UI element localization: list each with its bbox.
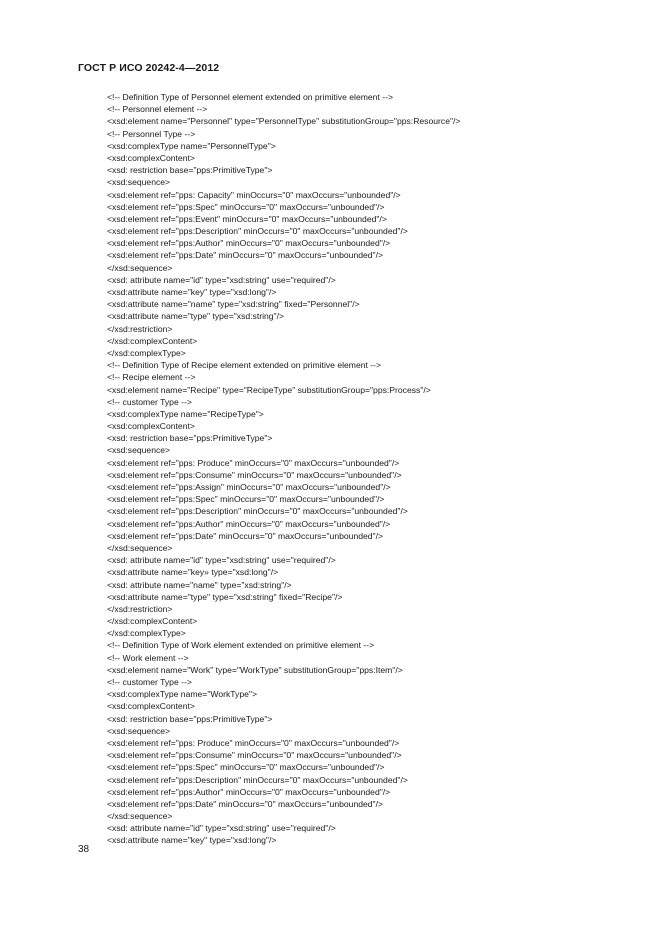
code-line: <xsd:complexContent> <box>107 701 195 712</box>
code-line: <xsd:element ref="pps:Description" minOccurs="0" maxOccurs="unbounded"/> <box>107 226 408 237</box>
code-line: <xsd: attribute name="id" type="xsd:string" use="required"/> <box>107 274 336 285</box>
code-line: </xsd:sequence> <box>107 262 173 273</box>
code-line: <xsd:element ref="pps:Assign" minOccurs="0" maxOccurs="unbounded"/> <box>107 482 391 492</box>
code-line: <xsd:element ref="pps:Consume" minOccurs="0" maxOccurs="unbounded"/> <box>107 750 402 761</box>
document-standard-title: ГОСТ Р ИСО 20242-4—2012 <box>78 62 220 74</box>
code-line: <xsd:element ref="pps:Description" minOccurs="0" maxOccurs="unbounded"/> <box>107 506 408 517</box>
code-line: <xsd:complexType name="WorkType"> <box>107 689 257 700</box>
code-line: <xsd:attribute name="key" type="xsd:long"/> <box>107 287 277 297</box>
code-line: <!-- Definition Type of Personnel element extended on primitive element --> <box>107 92 393 102</box>
code-line: <xsd:sequence> <box>107 177 171 188</box>
code-line: <!-- Personnel Type --> <box>107 128 196 139</box>
code-line: <xsd:element ref="pps: Capacity" minOccurs="0" maxOccurs="unbounded"/> <box>107 189 401 200</box>
code-line: <xsd:complexType name="PersonnelType"> <box>107 140 276 151</box>
code-line: <xsd:element name="Personnel" type="PersonnelType" substitutionGroup="pps:Resource"/> <box>107 116 461 127</box>
code-line: <xsd:element ref="pps:Spec" minOccurs="0" maxOccurs="unbounded"/> <box>107 201 385 212</box>
code-line: <xsd:element ref="pps:Event" minOccurs="0" maxOccurs="unbounded"/> <box>107 213 387 224</box>
code-line: <xsd:element ref="pps:Date" minOccurs="0" maxOccurs="unbounded"/> <box>107 250 384 261</box>
code-line: <xsd:element ref="pps:Author" minOccurs="0" maxOccurs="unbounded"/> <box>107 518 391 529</box>
code-line: </xsd:complexContent> <box>107 335 198 346</box>
code-line: <!-- Definition Type of Work element extended on primitive element --> <box>107 640 375 651</box>
code-line: <!-- Work element --> <box>107 652 189 663</box>
code-line: <xsd:element name="Work" type="WorkType" substitutionGroup="pps:Item"/> <box>107 664 403 675</box>
code-line: </xsd:complexType> <box>107 347 186 358</box>
code-line: <!-- Definition Type of Recipe element extended on primitive element --> <box>107 360 382 371</box>
page-number: 38 <box>78 844 90 855</box>
code-line: <xsd: attribute name="name" type="xsd:string"/> <box>107 579 292 590</box>
code-line: <xsd: attribute name="id" type="xsd:string" use="required"/> <box>107 823 336 834</box>
code-line: <!-- Personnel element --> <box>107 104 208 115</box>
code-line: </xsd:sequence> <box>107 542 173 553</box>
code-line: <xsd:element ref="pps:Spec" minOccurs="0" maxOccurs="unbounded"/> <box>107 494 385 505</box>
code-line: <xsd:attribute name="type" type="xsd:string"/> <box>107 311 285 322</box>
code-line: </xsd:complexContent> <box>107 616 198 627</box>
code-line: <xsd:attribute name="name" type="xsd:string" fixed="Personnel"/> <box>107 299 360 310</box>
code-line: <xsd:attribute name="type" type="xsd:string" fixed="Recipe"/> <box>107 591 343 602</box>
code-line: <xsd:element ref="pps:Date" minOccurs="0" maxOccurs="unbounded"/> <box>107 530 384 541</box>
code-line: <xsd:element name="Recipe" type="RecipeType" substitutionGroup="pps:Process"/> <box>107 384 431 395</box>
code-line: <!-- Recipe element --> <box>107 372 196 383</box>
code-line: <!-- customer Type --> <box>107 677 192 687</box>
code-line: </xsd:restriction> <box>107 603 173 614</box>
code-line: <xsd:element ref="pps:Author" minOccurs="0" maxOccurs="unbounded"/> <box>107 238 391 249</box>
code-line: <xsd:element ref="pps:Consume" minOccurs="0" maxOccurs="unbounded"/> <box>107 469 402 480</box>
code-line: <xsd:sequence> <box>107 725 171 736</box>
code-line: <xsd:sequence> <box>107 445 171 456</box>
code-line: <xsd: restriction base="pps:PrimitiveType"> <box>107 713 273 724</box>
code-line: </xsd:complexType> <box>107 628 186 639</box>
xml-schema-code-listing <box>107 91 607 847</box>
code-line: <xsd:element ref="pps:Author" minOccurs="0" maxOccurs="unbounded"/> <box>107 786 391 797</box>
code-line: <xsd: restriction base="pps:PrimitiveType"> <box>107 165 273 176</box>
code-line: <xsd:element ref="pps: Produce" minOccurs="0" maxOccurs="unbounded"/> <box>107 457 400 468</box>
code-line: </xsd:sequence> <box>107 811 173 822</box>
code-line: <xsd:element ref="pps: Produce" minOccurs="0" maxOccurs="unbounded"/> <box>107 737 400 748</box>
code-line: </xsd:restriction> <box>107 323 173 334</box>
code-line: <xsd:complexContent> <box>107 421 195 432</box>
code-line: <xsd:element ref="pps:Description" minOccurs="0" maxOccurs="unbounded"/> <box>107 774 408 785</box>
code-line: <xsd:complexContent> <box>107 152 195 163</box>
code-line: <xsd:complexType name="RecipeType"> <box>107 408 264 419</box>
code-line: <xsd:element ref="pps:Date" minOccurs="0" maxOccurs="unbounded"/> <box>107 798 384 809</box>
code-line: <xsd: attribute name="id" type="xsd:string" use="required"/> <box>107 555 336 566</box>
code-line: <xsd:attribute name="key" type="xsd:long"/> <box>107 835 277 846</box>
code-line: <!-- customer Type --> <box>107 396 192 407</box>
code-line: <xsd:attribute name="key» type="xsd:long"/> <box>107 567 279 578</box>
code-line: <xsd:element ref="pps:Spec" minOccurs="0" maxOccurs="unbounded"/> <box>107 762 385 773</box>
code-line: <xsd: restriction base="pps:PrimitiveType"> <box>107 433 273 444</box>
